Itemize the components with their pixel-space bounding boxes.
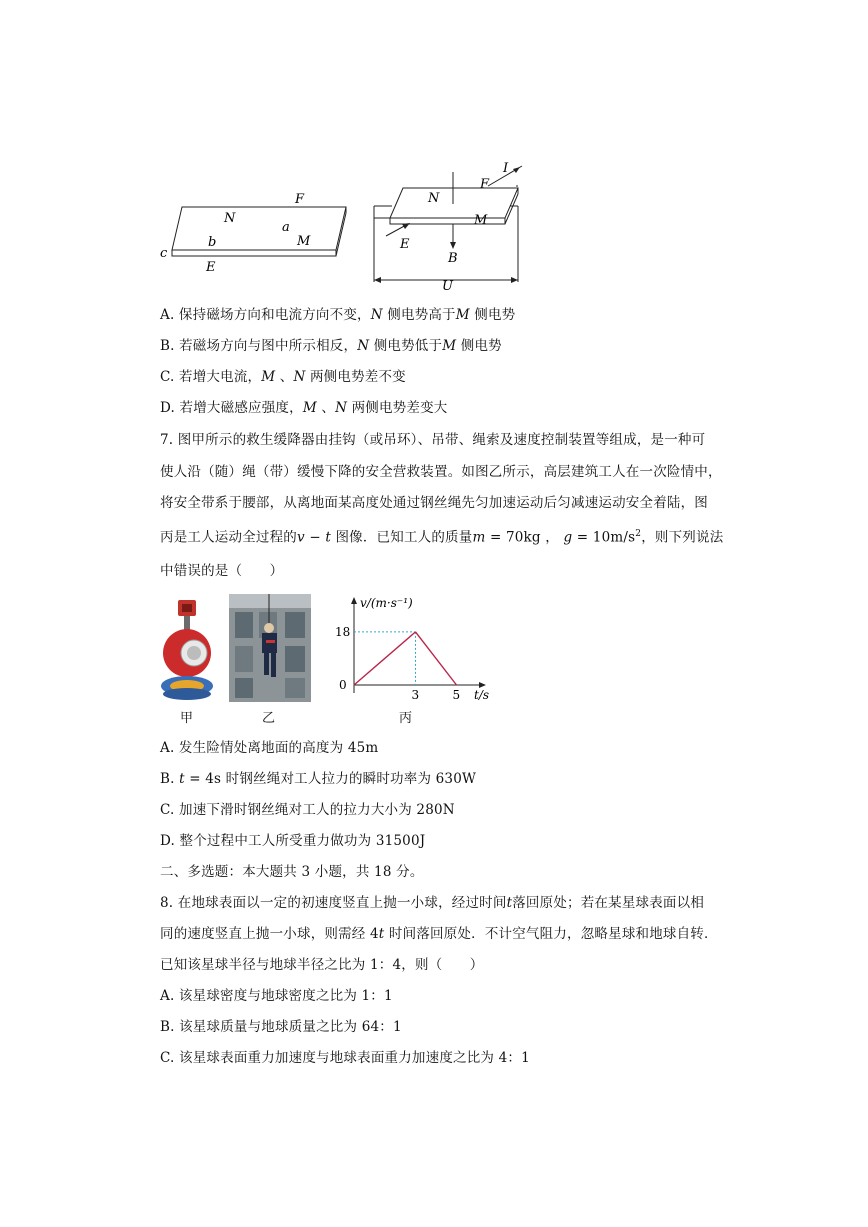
- hall-slab-figure-left: [160, 185, 360, 275]
- y-tick-label-18: 18: [335, 624, 351, 639]
- worker-descending-photo: [229, 594, 311, 702]
- label-a: a: [282, 220, 290, 235]
- q7-stem-line-4: 丙是工人运动全过程的v − t 图像．已知工人的质量m = 70kg ， $g = 10m/s^2$，则下列说法: [160, 529, 724, 546]
- section-heading: 二、多选题：本大题共 3 小题，共 18 分。: [160, 864, 424, 880]
- x-axis-label: t/s: [474, 688, 490, 702]
- q7-option-d[interactable]: D. 整个过程中工人所受重力做功为 31500J: [160, 833, 426, 849]
- x-tick-label-5: 5: [452, 688, 461, 702]
- label-b: b: [208, 235, 217, 250]
- label-M: M: [474, 213, 488, 228]
- label-B: B: [448, 251, 458, 266]
- q8-option-c[interactable]: C. 该星球表面重力加速度与地球表面重力加速度之比为 4：1: [160, 1050, 530, 1066]
- q7-option-b[interactable]: B. t = 4s 时钢丝绳对工人拉力的瞬时功率为 630W: [160, 771, 477, 787]
- velocity-segment-2: [416, 632, 457, 685]
- label-E: E: [400, 237, 410, 252]
- q7-option-c[interactable]: C. 加速下滑时钢丝绳对工人的拉力大小为 280N: [160, 802, 455, 818]
- q7-stem-line-3: 将安全带系于腰部，从离地面某高度处通过钢丝绳先匀加速运动后匀减速运动安全着陆，图: [160, 495, 708, 511]
- hall-slab-figure-right: [370, 158, 530, 293]
- v-t-chart: [330, 595, 500, 705]
- q6-option-a[interactable]: A. 保持磁场方向和电流方向不变，N 侧电势高于M 侧电势: [160, 307, 516, 323]
- q8-option-b[interactable]: B. 该星球质量与地球质量之比为 64：1: [160, 1019, 402, 1035]
- q8-stem-line-2: 同的速度竖直上抛一小球，则需经 4t 时间落回原处．不计空气阻力，忽略星球和地球自转．: [160, 926, 718, 942]
- caption-jia: 甲: [180, 711, 194, 726]
- q6-option-c[interactable]: C. 若增大电流，M 、N 两侧电势差不变: [160, 369, 406, 385]
- q6-option-b[interactable]: B. 若磁场方向与图中所示相反，N 侧电势低于M 侧电势: [160, 338, 502, 354]
- q7-option-a[interactable]: A. 发生险情处离地面的高度为 45m: [160, 740, 379, 756]
- rescue-descender-image: [158, 598, 218, 704]
- label-c: c: [160, 246, 168, 261]
- label-F: F: [480, 177, 490, 192]
- label-N: N: [224, 211, 236, 226]
- caption-yi: 乙: [262, 711, 276, 726]
- label-I: I: [503, 161, 509, 176]
- q8-stem-line-3: 已知该星球半径与地球半径之比为 1：4，则（ ）: [160, 957, 484, 973]
- q7-stem-line-2: 使人沿（随）绳（带）缓慢下降的安全营救装置。如图乙所示，高层建筑工人在一次险情中，: [160, 464, 722, 480]
- origin-label: 0: [339, 678, 347, 692]
- label-U: U: [442, 279, 453, 294]
- velocity-segment-1: [354, 632, 416, 685]
- label-F: F: [295, 192, 305, 207]
- q6-option-d[interactable]: D. 若增大磁感应强度，M 、N 两侧电势差变大: [160, 400, 448, 416]
- y-axis-label: v/(m·s⁻¹): [360, 596, 413, 610]
- q7-stem-line-5: 中错误的是（ ）: [160, 563, 284, 579]
- x-tick-label-3: 3: [411, 688, 420, 702]
- label-N: N: [428, 191, 440, 206]
- q7-stem-line-1: 7. 图甲所示的救生缓降器由挂钩（或吊环）、吊带、绳索及速度控制装置等组成，是一种可: [160, 432, 706, 448]
- label-E: E: [206, 260, 216, 275]
- y-axis-arrow: [351, 597, 357, 604]
- caption-bing: 丙: [399, 711, 413, 726]
- q8-option-a[interactable]: A. 该星球密度与地球密度之比为 1：1: [160, 988, 393, 1004]
- label-M: M: [297, 234, 311, 249]
- q8-stem-line-1: 8. 在地球表面以一定的初速度竖直上抛一小球，经过时间t落回原处；若在某星球表面以相: [160, 895, 705, 911]
